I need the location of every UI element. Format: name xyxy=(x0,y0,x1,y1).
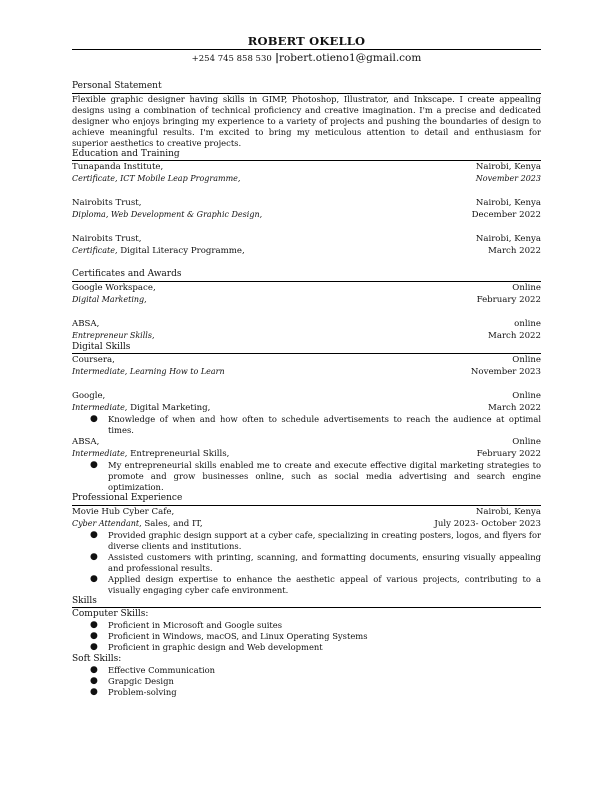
bullet-icon: ● xyxy=(90,460,98,470)
credential: Diploma, xyxy=(72,210,109,219)
section-heading-personal-statement: Personal Statement xyxy=(72,81,162,91)
digital-skill-entry xyxy=(72,354,541,378)
provider: ABSA, xyxy=(72,437,100,447)
section-heading-certificates: Certificates and Awards xyxy=(72,269,182,279)
computer-skills-label: Computer Skills: xyxy=(72,609,149,619)
digital-skill-entry xyxy=(72,390,541,436)
program: Digital Literacy Programme, xyxy=(117,246,245,256)
bullet-icon: ● xyxy=(90,620,98,630)
job-title: Cyber Attendant, xyxy=(72,518,142,528)
bullet-icon: ● xyxy=(90,687,98,697)
bullet-item: ● Proficient in Microsoft and Google suites xyxy=(90,620,283,630)
bullet-item: ● Problem-solving xyxy=(90,687,177,697)
provider: Google, xyxy=(72,391,106,401)
bullet-list xyxy=(72,460,541,493)
email-address: robert.otieno1@gmail.com xyxy=(278,52,422,64)
bullet-item: ● Assisted customers with printing, scanning, and formatting documents, ensuring visually appealing and professional results. xyxy=(90,551,541,573)
location: Nairobi, Kenya xyxy=(475,234,541,244)
candidate-name: ROBERT OKELLO xyxy=(247,34,366,48)
section-heading-digital-skills: Digital Skills xyxy=(72,341,131,352)
institution: Nairobits Trust, xyxy=(72,234,142,244)
resume-page xyxy=(72,34,541,698)
computer-skills-list xyxy=(72,620,541,653)
institution: Nairobits Trust, xyxy=(72,198,142,208)
soft-skills-label: Soft Skills: xyxy=(72,654,122,664)
date: November 2023 xyxy=(470,367,541,377)
institution: Tunapanda Institute, xyxy=(72,162,164,172)
certificate-title: Digital Marketing, xyxy=(72,294,147,304)
date: November 2023 xyxy=(475,174,541,183)
date: February 2022 xyxy=(476,294,541,305)
location: Nairobi, Kenya xyxy=(475,506,541,517)
location: Online xyxy=(512,355,541,365)
date: March 2022 xyxy=(488,330,541,341)
bullet-item: ● My entrepreneurial skills enabled me to create and execute effective digital marketing strategies to promote and grow businesses online, such as social media advertising and search engine optimization. xyxy=(90,460,541,492)
header-divider xyxy=(72,49,541,50)
course: Entrepreneurial Skills, xyxy=(127,449,230,459)
section-heading-education: Education and Training xyxy=(72,148,180,159)
certificate-entry xyxy=(72,318,541,342)
soft-skills-list xyxy=(72,665,541,698)
issuer: Google Workspace, xyxy=(72,282,156,293)
credential: Certificate, xyxy=(72,246,118,255)
bullet-item: ● Provided graphic design support at a cyber cafe, specializing in creating posters, logos, and flyers for diverse clients and institutions. xyxy=(90,529,541,551)
bullet-item: ● Knowledge of when and how often to schedule advertisements to reach the audience at optimal times. xyxy=(90,414,541,435)
issuer: ABSA, xyxy=(72,318,100,329)
bullet-icon: ● xyxy=(90,551,98,562)
bullet-list xyxy=(72,530,541,596)
date: February 2022 xyxy=(476,449,541,459)
certificate-title: Entrepreneur Skills, xyxy=(72,330,155,340)
bullet-item: ● Effective Communication xyxy=(90,665,216,675)
job-title-rest: Sales, and IT, xyxy=(141,518,203,529)
location: online xyxy=(514,318,541,329)
education-entry xyxy=(72,233,541,257)
bullet-icon: ● xyxy=(90,665,98,675)
location: Online xyxy=(512,282,541,293)
location: Nairobi, Kenya xyxy=(475,162,541,172)
experience-entry xyxy=(72,506,541,596)
program: ICT Mobile Leap Programme, xyxy=(117,174,241,183)
digital-skill-entry xyxy=(72,436,541,493)
phone-number: +254 745 858 530 xyxy=(191,54,272,64)
bullet-item: ● Proficient in graphic design and Web development xyxy=(90,642,323,652)
bullet-icon: ● xyxy=(90,676,98,686)
date: December 2022 xyxy=(471,210,541,220)
program: Web Development & Graphic Design, xyxy=(108,210,263,219)
level: Intermediate, xyxy=(72,403,128,412)
date: March 2022 xyxy=(488,246,541,256)
location: Online xyxy=(512,391,541,401)
bullet-item: ● Grapgic Design xyxy=(90,676,174,686)
contact-line xyxy=(72,51,541,66)
bullet-icon: ● xyxy=(90,573,98,584)
personal-statement-text: Flexible graphic designer having skills in GIMP, Photoshop, Illustrator, and Inkscape. I create appealing designs using a combination of technical proficiency and creative imagination. I'm a precise and dedicated designer who enjoys bringing my experience to a variety of projects and pushing the boundaries of design to achieve meaningful results. I'm excited to bring my meticulous attention to detail and enthusiasm for superior aesthetics to creative projects. xyxy=(72,93,541,148)
contact-separator: | xyxy=(275,52,279,64)
bullet-icon: ● xyxy=(90,642,98,652)
provider: Coursera, xyxy=(72,355,115,365)
section-heading-skills: Skills xyxy=(72,595,97,606)
course: Learning How to Learn xyxy=(127,367,225,376)
level: Intermediate, xyxy=(72,367,128,376)
bullet-icon: ● xyxy=(90,414,98,424)
date: March 2022 xyxy=(488,403,541,413)
section-heading-experience: Professional Experience xyxy=(72,493,183,503)
bullet-list xyxy=(72,414,541,436)
certificate-entry xyxy=(72,282,541,306)
course: Digital Marketing, xyxy=(127,403,211,413)
education-entry xyxy=(72,161,541,185)
bullet-icon: ● xyxy=(90,529,98,540)
date-range: July 2023- October 2023 xyxy=(434,518,541,529)
bullet-icon: ● xyxy=(90,631,98,641)
level: Intermediate, xyxy=(72,449,128,458)
location: Online xyxy=(512,437,541,447)
employer: Movie Hub Cyber Cafe, xyxy=(72,506,175,517)
location: Nairobi, Kenya xyxy=(475,198,541,208)
credential: Certificate, xyxy=(72,174,118,183)
education-entry xyxy=(72,197,541,221)
bullet-item: ● Proficient in Windows, macOS, and Linux Operating Systems xyxy=(90,631,368,641)
bullet-item: ● Applied design expertise to enhance the aesthetic appeal of various projects, contributing to a visually engaging cyber cafe environment. xyxy=(90,573,541,595)
